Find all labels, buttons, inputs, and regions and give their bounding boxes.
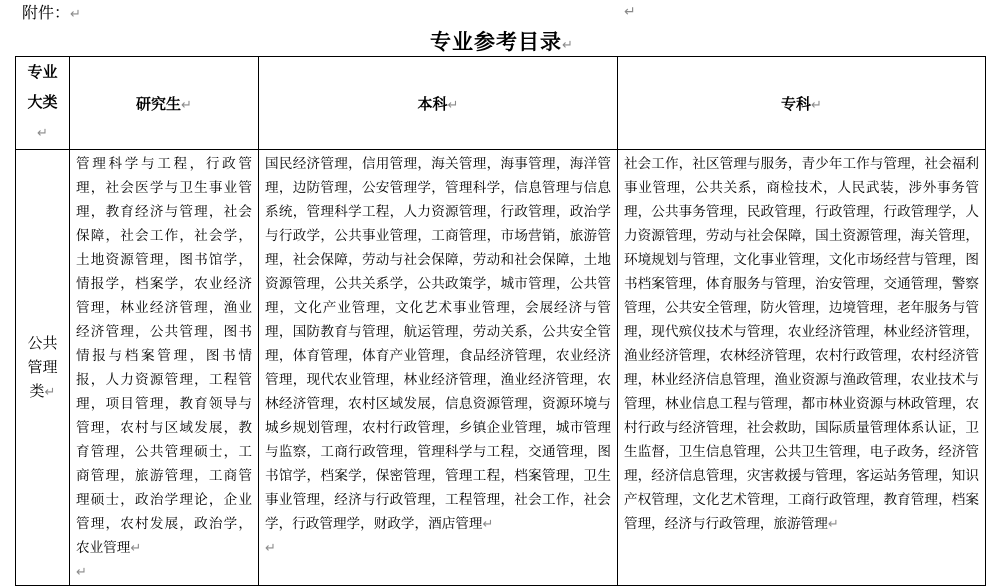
vocational-majors-cell: 社会工作，社区管理与服务，青少年工作与管理，社会福利事业管理，公共关系，商检技术，人民武装，涉外事务管理，公共事务管理，民政管理，行政管理，行政管理学，人力资源管理，劳动与社会保障，国土资源管理，海关管理，环境规划与管理，文化事业管理，文化市场经营与管理，图书档案管理，体育服务与管理，治安管理，交通管理，警察管理，公共安全管理，防火管理，边境管理，老年服务与管理，现代殡仪技术与管理，农业经济管理，林业经济管理，渔业经济管理，农林经济管理，农村行政管理，农村经济管理，林业经济信息管理，渔业资源与渔政管理，农业技术与管理，林业信息工程与管理，都市林业资源与林政管理，农村行政与经济管理，社会救助，国际质量管理体系认证，卫生监督，卫生信息管理，公共卫生管理，电子政务，经济管理，经济信息管理，灾害救援与管理，客运站务管理，知识产权管理，文化艺术管理，工商行政管理，教育管理，档案管理，经济与行政管理，旅游管理↵ bbox=[618, 150, 986, 586]
paragraph-mark-icon: ↵ bbox=[70, 7, 81, 22]
paragraph-mark-icon: ↵ bbox=[811, 97, 822, 113]
category-cell: 公共管理类↵ bbox=[16, 150, 70, 586]
undergraduate-majors-cell: 国民经济管理，信用管理，海关管理，海事管理，海洋管理，边防管理，公安管理学，管理科学，信息管理与信息系统，管理科学工程，人力资源管理，行政管理，政治学与行政学，公共事业管理，工商管理，市场营销，旅游管理，社会保障，劳动与社会保障，劳动和社会保障，土地资源管理，公共关系学，公共政策学，城市管理，公共管理，文化产业管理，文化艺术事业管理，会展经济与管理，国防教育与管理，航运管理，劳动关系，公共安全管理，体育管理，体育产业管理，食品经济管理，农业经济管理，现代农业管理，林业经济管理，渔业经济管理，农林经济管理，农村区域发展，信息资源管理，资源环境与城乡规划管理，农村行政管理，乡镇企业管理，城市管理与监察，工商行政管理，管理科学与工程，交通管理，图书馆学，档案学，保密管理，管理工程，档案管理，卫生事业管理，经济与行政管理，工程管理，社会工作，社会学，行政管理学，财政学，酒店管理↵ ↵ bbox=[259, 150, 618, 586]
paragraph-mark-icon: ↵ bbox=[827, 517, 839, 532]
paragraph-mark-icon: ↵ bbox=[447, 97, 459, 113]
table-header-row bbox=[16, 57, 986, 150]
column-header-graduate: 研究生↵ bbox=[70, 57, 259, 150]
paragraph-mark-icon: ↵ bbox=[130, 541, 142, 556]
paragraph-mark-icon: ↵ bbox=[37, 126, 48, 141]
major-reference-table bbox=[15, 56, 986, 586]
paragraph-mark-icon: ↵ bbox=[482, 517, 494, 532]
graduate-majors-cell: 管理科学与工程，行政管理，社会医学与卫生事业管理，教育经济与管理，社会保障，社会工作，社会学，土地资源管理，图书馆学，情报学，档案学，农业经济管理，林业经济管理，渔业经济管理，公共管理，图书情报与档案管理，图书情报，人力资源管理，工程管理，项目管理，教育领导与管理，农村与区域发展，教育管理，公共管理硕士，工商管理，旅游管理，工商管理硕士，政治学理论，企业管理，农村发展，政治学，农业管理↵ ↵ bbox=[70, 150, 259, 586]
paragraph-mark-icon: ↵ bbox=[76, 565, 87, 580]
paragraph-mark-icon: ↵ bbox=[562, 38, 574, 53]
attachment-label: 附件：↵ bbox=[22, 3, 81, 22]
document-title: 专业参考目录↵ bbox=[430, 30, 574, 54]
paragraph-mark-icon: ↵ bbox=[624, 4, 636, 20]
paragraph-mark-icon: ↵ bbox=[265, 541, 276, 556]
column-header-undergraduate: 本科↵ bbox=[259, 57, 618, 150]
column-header-category: 专业大类↵ bbox=[16, 57, 70, 150]
paragraph-mark-icon: ↵ bbox=[181, 97, 192, 113]
column-header-vocational: 专科↵ bbox=[618, 57, 986, 150]
paragraph-mark-icon: ↵ bbox=[44, 384, 56, 400]
table-row bbox=[16, 150, 986, 586]
